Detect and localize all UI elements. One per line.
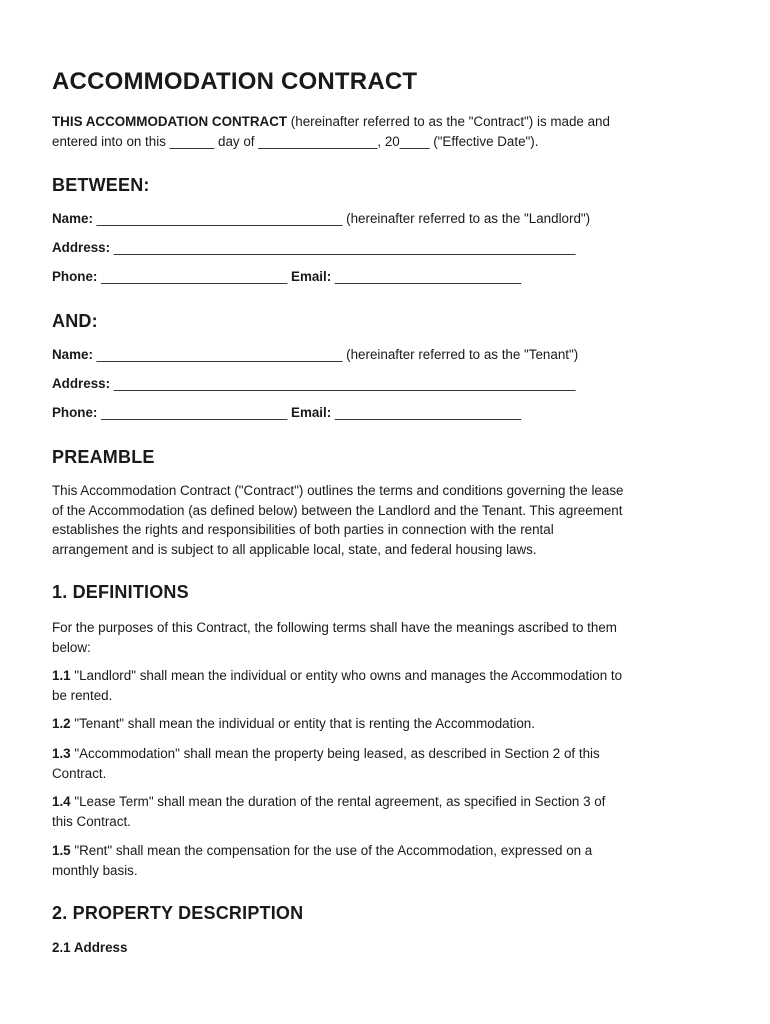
tenant-address-field: Address: ______________________________________________________________: [52, 376, 576, 391]
preamble-line: of the Accommodation (as defined below) between the Landlord and the Tenant. This agreement: [52, 502, 623, 518]
definitions-intro: For the purposes of this Contract, the following terms shall have the meanings ascribed to them below:: [52, 620, 617, 655]
page-title: ACCOMMODATION CONTRACT: [52, 68, 418, 95]
tenant-name-field: Name: _________________________________ (hereinafter referred to as the "Tenant"): [52, 347, 579, 362]
landlord-address-field: Address: ______________________________________________________________: [52, 240, 576, 255]
preamble-line: arrangement and is subject to all applicable local, state, and federal housing laws.: [52, 541, 537, 557]
property-heading: 2. PROPERTY DESCRIPTION: [52, 903, 304, 923]
intro-line-2: entered into on this ______ day of ________________, 20____ ("Effective Date").: [52, 133, 539, 149]
intro-paragraph: [52, 112, 718, 151]
landlord-contact-field: Phone: _________________________ Email: _________________________: [52, 269, 522, 284]
between-heading: BETWEEN:: [52, 175, 150, 195]
preamble-paragraph: [52, 481, 718, 559]
preamble-line: This Accommodation Contract ("Contract") outlines the terms and conditions governing the lease: [52, 483, 624, 498]
preamble-heading: PREAMBLE: [52, 447, 155, 467]
definition-item-1-5: 1.5 "Rent" shall mean the compensation for the use of the Accommodation, expressed on a monthly basis.: [52, 843, 593, 878]
definition-item-1-4: 1.4 "Lease Term" shall mean the duration of the rental agreement, as specified in Section 3 of this Contract.: [52, 794, 606, 829]
and-heading: AND:: [52, 311, 98, 331]
address-subheading: 2.1 Address: [52, 940, 128, 955]
definition-item-1-1: 1.1 "Landlord" shall mean the individual or entity who owns and manages the Accommodation to be rented.: [52, 668, 623, 703]
definition-item-1-2: 1.2 "Tenant" shall mean the individual or entity that is renting the Accommodation.: [52, 716, 535, 731]
definitions-heading: 1. DEFINITIONS: [52, 582, 189, 602]
intro-line-1: THIS ACCOMMODATION CONTRACT (hereinafter referred to as the "Contract") is made and: [52, 114, 610, 129]
preamble-line: establishes the rights and responsibilities of both parties in connection with the rental: [52, 522, 554, 537]
definition-item-1-3: 1.3 "Accommodation" shall mean the property being leased, as described in Section 2 of this Contract.: [52, 746, 600, 781]
intro-bold: THIS ACCOMMODATION CONTRACT: [52, 114, 288, 129]
landlord-name-field: Name: _________________________________ (hereinafter referred to as the "Landlord"): [52, 211, 591, 226]
tenant-contact-field: Phone: _________________________ Email: _________________________: [52, 405, 522, 420]
